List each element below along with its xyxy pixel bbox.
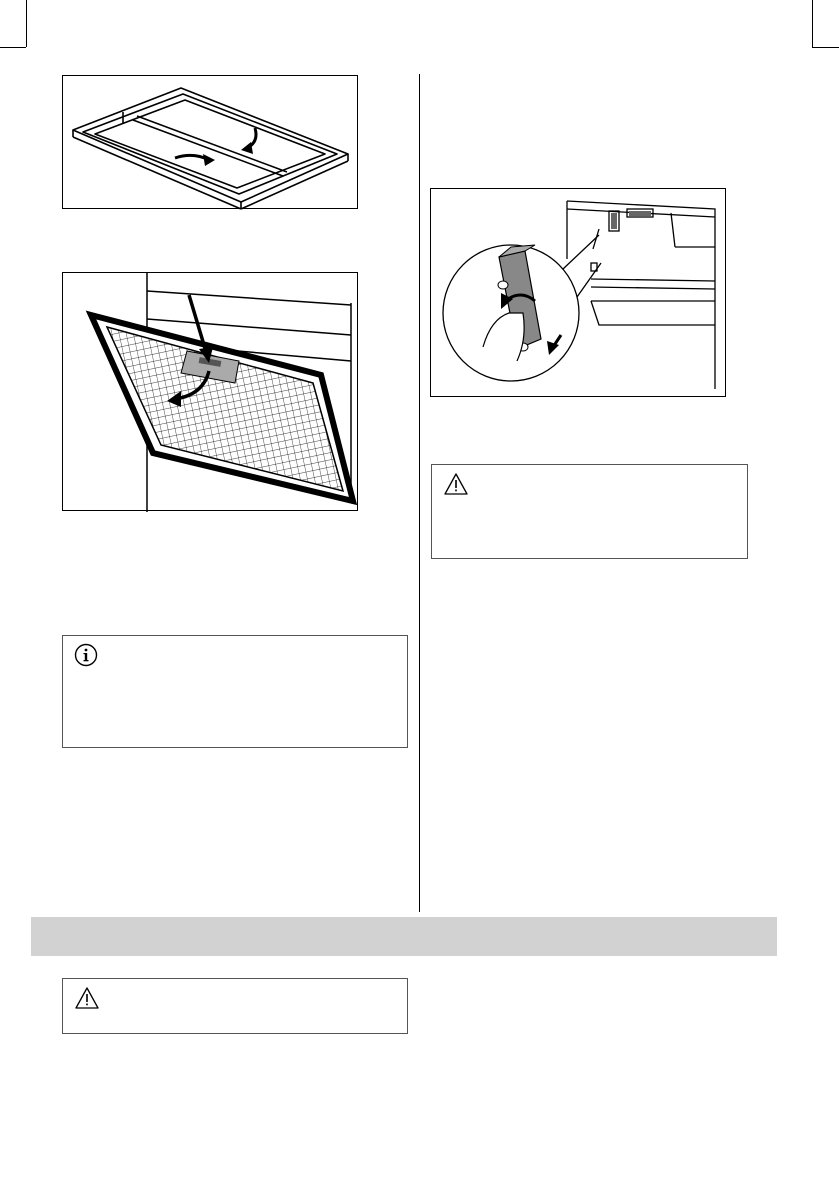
column-divider [419, 74, 420, 912]
crop-mark [0, 47, 26, 48]
warning-note-box-bottom [62, 978, 408, 1034]
crop-mark [812, 0, 813, 47]
warning-icon [443, 472, 469, 501]
info-note-box [62, 635, 408, 748]
crop-mark [26, 0, 27, 47]
crop-mark [812, 47, 839, 48]
figure-grease-filter [62, 272, 358, 511]
warning-note-box [431, 464, 748, 559]
filter-frame-illustration [63, 76, 359, 210]
figure-filter-frame [62, 75, 358, 209]
warning-icon [74, 986, 100, 1015]
info-icon [74, 643, 98, 672]
grease-filter-illustration [63, 273, 359, 512]
section-heading-bar [31, 917, 777, 956]
bracket-detail-illustration [431, 189, 727, 398]
figure-bracket-detail [430, 188, 726, 397]
